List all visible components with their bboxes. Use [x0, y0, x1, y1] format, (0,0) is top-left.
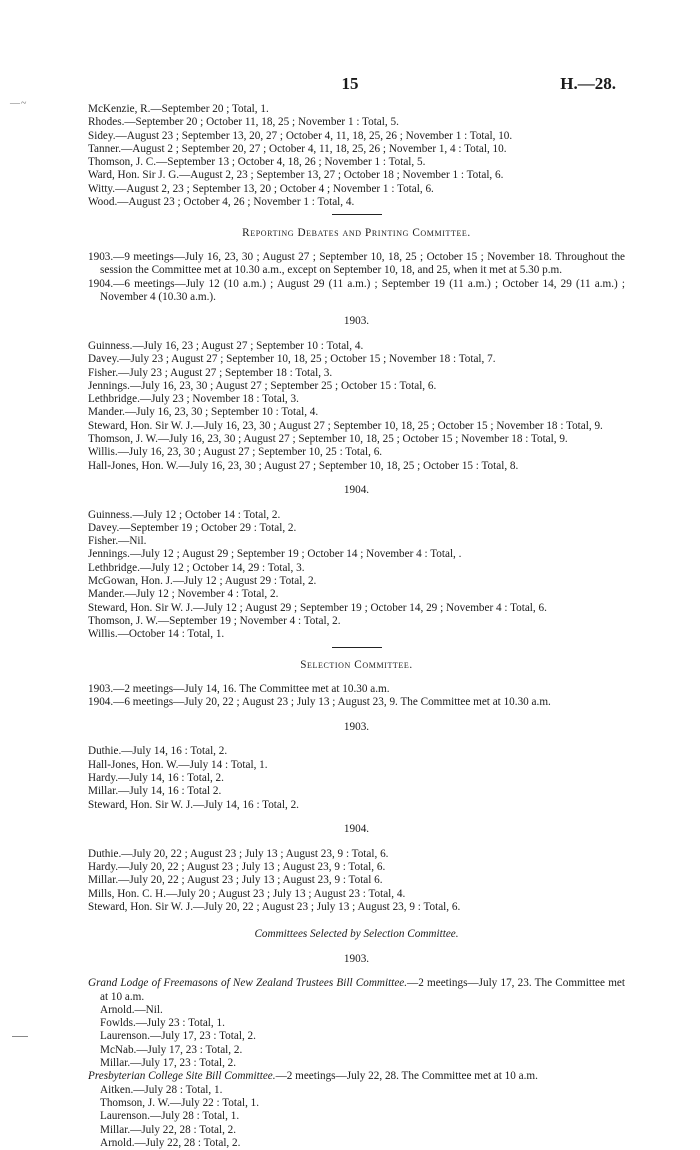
member-entry: Laurenson.—July 28 : Total, 1.: [100, 1110, 240, 1123]
attendance-entry: Steward, Hon. Sir W. J.—July 14, 16 : Total, 2.: [88, 798, 299, 811]
attendance-entry: Hardy.—July 20, 22 ; August 23 ; July 13 ; August 23, 9 : Total, 6.: [88, 860, 386, 873]
member-entry: Thomson, J. W.—July 22 : Total, 1.: [100, 1096, 260, 1109]
attendance-entry: Davey.—July 23 ; August 27 ; September 10, 18, 25 ; October 15 ; November 18 : Total, 7.: [88, 353, 496, 366]
selection-committee-section: [88, 659, 625, 914]
attendance-entry: Mander.—July 16, 23, 30 ; September 10 : Total, 4.: [88, 406, 319, 419]
attendance-entry: Hall-Jones, Hon. W.—July 14 : Total, 1.: [88, 758, 268, 771]
section-title: Selection Committee.: [300, 658, 413, 671]
attendance-entry: Fisher.—July 23 ; August 27 ; September 18 : Total, 3.: [88, 366, 333, 379]
member-entry: Arnold.—July 22, 28 : Total, 2.: [100, 1136, 241, 1149]
section-divider: [332, 214, 382, 215]
attendance-entry: Duthie.—July 20, 22 ; August 23 ; July 13 ; August 23, 9 : Total, 6.: [88, 847, 389, 860]
year-heading-1903: 1903.: [343, 720, 370, 733]
meetings-summary-1903: 1903.—9 meetings—July 16, 23, 30 ; August 27 ; September 10, 18, 25 ; October 15 ; November 18. Throughout the session the Committee met at 10.30 a.m., except on September 10, 18, and 25, when it met at 5.30 p.m.: [88, 251, 625, 277]
attendance-entry: Millar.—July 14, 16 : Total 2.: [88, 785, 222, 798]
year-heading-1903: 1903.: [343, 315, 370, 328]
year-heading-1903: 1903.: [343, 952, 370, 965]
year-heading-1904: 1904.: [343, 484, 370, 497]
member-entry: Arnold.—Nil.: [100, 1003, 163, 1016]
page-content: [88, 103, 625, 1150]
attendance-entry: Rhodes.—September 20 ; October 11, 18, 25 ; November 1 : Total, 5.: [88, 116, 399, 129]
attendance-entry: Millar.—July 20, 22 ; August 23 ; July 13 ; August 23, 9 : Total 6.: [88, 874, 383, 887]
member-entry: Millar.—July 17, 23 : Total, 2.: [100, 1057, 237, 1070]
attendance-entry: Mills, Hon. C. H.—July 20 ; August 23 ; July 13 ; August 23 : Total, 4.: [88, 887, 406, 900]
attendance-entry: Steward, Hon. Sir W. J.—July 16, 23, 30 ; August 27 ; September 10, 18, 25 ; October 15 ; November 18 : Total, 9.: [88, 419, 603, 432]
member-entry: Millar.—July 22, 28 : Total, 2.: [100, 1123, 237, 1136]
meetings-summary-1903: 1903.—2 meetings—July 14, 16. The Committee met at 10.30 a.m.: [88, 683, 390, 696]
section-title: Committees Selected by Selection Committee.: [254, 928, 459, 941]
reporting-committee-section: [88, 227, 625, 642]
attendance-entry: Hardy.—July 14, 16 : Total, 2.: [88, 772, 224, 785]
member-entry: McNab.—July 17, 23 : Total, 2.: [100, 1043, 243, 1056]
attendance-entry: Jennings.—July 16, 23, 30 ; August 27 ; September 25 ; October 15 : Total, 6.: [88, 379, 437, 392]
meetings-summary-1904: 1904.—6 meetings—July 20, 22 ; August 23 ; July 13 ; August 23, 9. The Committee met at 10.30 a.m.: [88, 696, 551, 709]
member-entry: Laurenson.—July 17, 23 : Total, 2.: [100, 1030, 256, 1043]
member-entry: Aitken.—July 28 : Total, 1.: [100, 1083, 223, 1096]
page-header: [0, 74, 700, 96]
member-entry: Fowlds.—July 23 : Total, 1.: [100, 1017, 225, 1030]
attendance-entry: Thomson, J. C.—September 13 ; October 4, 18, 26 ; November 1 : Total, 5.: [88, 156, 426, 169]
attendance-entry: McGowan, Hon. J.—July 12 ; August 29 : Total, 2.: [88, 575, 317, 588]
margin-rule: [12, 1036, 28, 1037]
attendance-entry: Hall-Jones, Hon. W.—July 16, 23, 30 ; August 27 ; September 10, 18, 25 ; October 15 : Total, 8.: [88, 459, 519, 472]
attendance-entry: Jennings.—July 12 ; August 29 ; September 19 ; October 14 ; November 4 : Total, .: [88, 548, 462, 561]
attendance-entry: Davey.—September 19 ; October 29 : Total, 2.: [88, 521, 297, 534]
attendance-entry: Ward, Hon. Sir J. G.—August 2, 23 ; September 13, 27 ; October 18 ; November 1 : Total, 6.: [88, 169, 504, 182]
document-code: H.—28.: [560, 74, 616, 93]
attendance-entry: Mander.—July 12 ; November 4 : Total, 2.: [88, 588, 279, 601]
committee-meetings: —2 meetings—July 22, 28. The Committee met at 10 a.m.: [275, 1070, 538, 1083]
attendance-entry: Thomson, J. W.—September 19 ; November 4 : Total, 2.: [88, 614, 341, 627]
attendance-entry: Witty.—August 2, 23 ; September 13, 20 ; October 4 ; November 1 : Total, 6.: [88, 182, 434, 195]
attendance-entry: Fisher.—Nil.: [88, 535, 147, 548]
committee-name: Presbyterian College Site Bill Committee.: [88, 1070, 276, 1083]
meetings-summary-1904: 1904.—6 meetings—July 12 (10 a.m.) ; August 29 (11 a.m.) ; September 19 (11 a.m.) ; October 14, 29 (11 a.m.) ; November 4 (10.30 a.m.).: [88, 277, 625, 303]
attendance-entry: Guinness.—July 16, 23 ; August 27 ; September 10 : Total, 4.: [88, 339, 364, 352]
attendance-list-previous: [88, 103, 625, 209]
attendance-entry: Wood.—August 23 ; October 4, 26 ; November 1 : Total, 4.: [88, 196, 355, 209]
attendance-entry: Sidey.—August 23 ; September 13, 20, 27 ; October 4, 11, 18, 25, 26 ; November 1 : Total, 10.: [88, 129, 513, 142]
attendance-entry: Steward, Hon. Sir W. J.—July 12 ; August 29 ; September 19 ; October 14, 29 ; November 4 : Total, 6.: [88, 601, 547, 614]
committee-meetings: —2 meetings—July 17, 23. The Committee met at 10 a.m.: [100, 977, 625, 1003]
attendance-entry: Tanner.—August 2 ; September 20, 27 ; October 4, 11, 18, 25, 26 ; November 1, 4 : Total, 10.: [88, 142, 507, 155]
committee-name: Grand Lodge of Freemasons of New Zealand Trustees Bill Committee.: [88, 977, 408, 990]
attendance-entry: Guinness.—July 12 ; October 14 : Total, 2.: [88, 508, 281, 521]
attendance-entry: Willis.—October 14 : Total, 1.: [88, 628, 225, 641]
attendance-entry: Thomson, J. W.—July 16, 23, 30 ; August 27 ; September 10, 18, 25 ; October 15 ; November 18 : Total, 9.: [88, 432, 568, 445]
section-title: Reporting Debates and Printing Committee.: [242, 226, 471, 239]
grand-lodge-committee-summary: [88, 977, 625, 1004]
section-divider: [332, 647, 382, 648]
year-heading-1904: 1904.: [343, 823, 370, 836]
attendance-entry: McKenzie, R.—September 20 ; Total, 1.: [88, 103, 269, 115]
attendance-entry: Steward, Hon. Sir W. J.—July 20, 22 ; August 23 ; July 13 ; August 23, 9 : Total, 6.: [88, 900, 461, 913]
page-number: 15: [341, 74, 359, 93]
attendance-entry: Willis.—July 16, 23, 30 ; August 27 ; September 10, 25 : Total, 6.: [88, 446, 383, 459]
margin-mark: —~: [10, 98, 28, 109]
attendance-entry: Lethbridge.—July 12 ; October 14, 29 : Total, 3.: [88, 561, 305, 574]
selected-committees-section: [88, 928, 625, 1150]
attendance-entry: Duthie.—July 14, 16 : Total, 2.: [88, 745, 228, 758]
attendance-entry: Lethbridge.—July 23 ; November 18 : Total, 3.: [88, 393, 299, 406]
presbyterian-committee-summary: [88, 1070, 625, 1083]
